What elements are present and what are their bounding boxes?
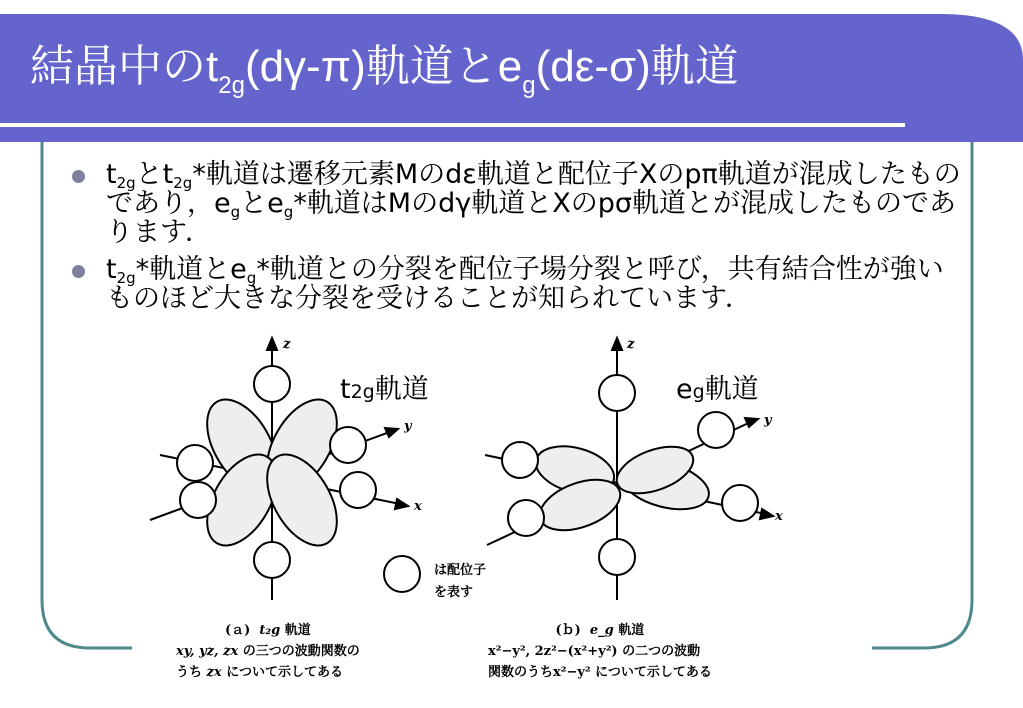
ligand-circle <box>180 482 216 518</box>
t2g-orbital-label: t2g軌道 <box>340 374 429 405</box>
axis-y-label: y <box>404 419 412 434</box>
caption-b: (ｂ) e_g 軌道 x²−y², 2z²−(x²+y²) の二つの波動 関数のうちx²−y² について示してある <box>488 623 712 680</box>
eg-orbital-label: eg軌道 <box>676 374 759 405</box>
ligand-circle <box>254 366 290 402</box>
bullet-dot-icon <box>72 265 85 278</box>
axis-y-label: y <box>764 413 772 428</box>
title-prefix: 結晶中の <box>30 41 206 92</box>
title-suffix: 軌道 <box>650 41 739 92</box>
bullet-item: $t_{2g}$と$t_{2g}*$軌道は遷移元素Mのdε軌道と配位子Xのpπ軌道が混成したものであり，$e_g$と$e_g*$軌道はMのdγ軌道とXのpσ軌道とが混成したものであります． <box>70 160 970 247</box>
axis-x-label: x <box>414 499 422 514</box>
title-t2g: $t_{2g}(d\gamma-\pi)$ <box>206 42 366 99</box>
ligand-circle <box>599 375 635 411</box>
ligand-circle <box>177 445 213 481</box>
ligand-circle <box>254 542 290 578</box>
axis-z-label: z <box>283 337 291 352</box>
title-eg: $e_g(d\varepsilon-\sigma)$ <box>497 42 651 99</box>
ligand-circle <box>340 472 376 508</box>
ligand-circle <box>508 500 544 536</box>
ligand-legend-circle <box>384 556 420 592</box>
ligand-circle <box>599 539 635 575</box>
ligand-note: は配位子 を表す <box>434 563 487 600</box>
bullet-list <box>70 160 970 321</box>
bullet-dot-icon <box>72 170 85 183</box>
ligand-circle <box>330 427 366 463</box>
axis-z-label: z <box>627 337 635 352</box>
axis-x-label: x <box>775 509 783 524</box>
ligand-circle <box>502 442 538 478</box>
title-middle: 軌道と <box>365 41 498 92</box>
bullet-item: $t_{2g}*$軌道と$e_g*$軌道との分裂を配位子場分裂と呼び，共有結合性が強いものほど大きな分裂を受けることが知られています． <box>70 255 970 313</box>
page-title <box>30 30 739 99</box>
caption-a: (ａ) t₂g 軌道 xy, yz, zx の三つの波動関数の うち zx について示してある <box>176 623 360 680</box>
ligand-circle <box>698 412 734 448</box>
ligand-circle <box>722 485 758 521</box>
